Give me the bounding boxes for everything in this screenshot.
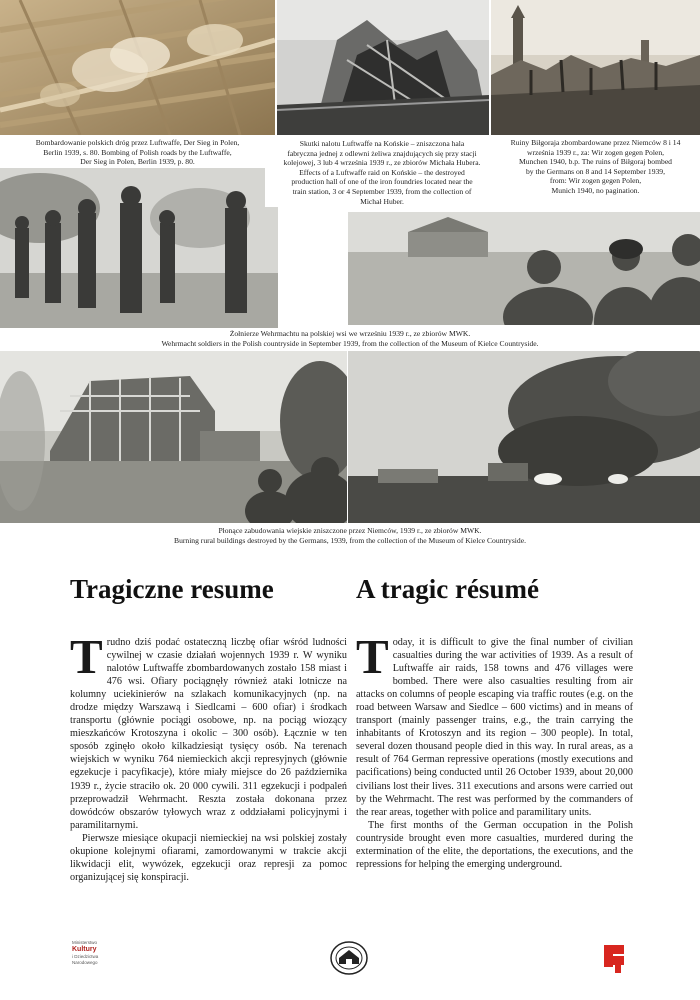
photo-soldiers-closeup — [348, 212, 700, 325]
paragraph-polish-1-text: rudno dziś podać ostateczną liczbę ofiar wśród ludności cywilnej w czasie działań wojennych 1939 r. W wyniku nalotów Luftwaffe zbombardowanych zostało 158 miast i 476 wsi. Ofiary pociągnęły również ataki lotnicze na kolumny uciekinierów na szlakach komunikacyjnych (np. na drodze między Warszawą i Siedlcami – 600 ofiar) i środkach transportu (głównie pociągi osobowe, np. na pociąg wiozący mieszkańców Krotoszyna i okolic – 300 osób). Łącznie w ten sposób zginęło około kilkadziesiąt tysięcy osób. Na terenach wiejskich w wyniku 764 niemieckich akcji represyjnych (głównie egzekucje i pacyfikacje), które miały miejsce do 26 października 1939 r., życie straciło ok. 20 000 cywili. 311 egzekucji i podpaleń przeprowadził Wehrmacht. Reszta została dokonana przez dowódców obszarów tyłowych wraz z oddziałami policyjnymi i paramilitarnymi. — [70, 637, 347, 831]
photo-burning-village — [348, 351, 700, 523]
ministry-logo — [72, 940, 116, 966]
title-english: A tragic résumé — [356, 574, 539, 604]
title-polish: Tragiczne resume — [70, 574, 274, 604]
photo-bombing-roads — [0, 0, 275, 135]
ministry-logo-line2: Kultury — [72, 946, 97, 953]
caption-bombing-roads: Bombardowanie polskich dróg przez Luftwaffe, Der Sieg in Polen, Berlin 1939, s. 80. Bombing of Polish roads by the Luftwaffe, Der Sieg in Polen, Berlin 1939, p. 80. — [35, 138, 240, 167]
photo-soldiers-marching — [0, 168, 278, 328]
caption-bilgoraj-ruins: Ruiny Biłgoraja zbombardowane przez Niemców 8 i 14 września 1939 r., za: Wir zogen gegen Polen, Munchen 1940, b.p. The ruins of Biłgoraj bombed by the Germans on 8 and 14 September 1939, from: Wir zogen gegen Polen, Munich 1940, no pagination. — [510, 138, 681, 195]
paragraph-english-2: The first months of the German occupation in the Polish countryside brought even more casualties, murdered during the extermination of the elite, the deportations, the executions, and the repressions for helping the emerging underground. — [356, 819, 633, 870]
body-english — [356, 629, 633, 871]
caption-konskie-factory: Skutki nalotu Luftwaffe na Końskie – zniszczona hala fabryczna jednej z odlewni żeliwa znajdujących się przy stacji kolejowej, 3 lub 4 września 1939 r., ze zbiorów Michała Hubera. Effects of a Luftwaffe raid on Końskie – the destroyed production hall of one of the iron foundries located near the train station, 3 or 4 September 1939, from the collection of Michał Huber. — [265, 138, 499, 207]
photo-bilgoraj-ruins — [491, 0, 700, 135]
paragraph-english-1 — [356, 629, 633, 819]
photo-burning-house — [0, 351, 347, 523]
ministry-logo-line4: Narodowego — [72, 960, 98, 965]
museum-badge-icon — [330, 941, 368, 975]
caption-soldiers: Żołnierze Wehrmachtu na polskiej wsi we wrześniu 1939 r., ze zbiorów MWK. Wehrmacht soldiers in the Polish countryside in September 1939, from the collection of the Museum of Kielce Countryside. — [161, 329, 539, 348]
photo-konskie-factory — [277, 0, 489, 135]
ministry-logo-line1: Ministerstwo — [72, 940, 98, 945]
paragraph-polish-1 — [70, 629, 347, 832]
dropcap-polish: T — [70, 629, 103, 684]
dropcap-english: T — [356, 629, 389, 684]
caption-burning: Płonące zabudowania wiejskie zniszczone przez Niemców, 1939 r., ze zbiorów MWK. Burning rural buildings destroyed by the Germans, 1939, from the collection of the Museum of Kielce Countryside. — [174, 526, 526, 545]
paragraph-english-1-text: oday, it is difficult to give the final number of civilian casualties during the war activities of 1939. As a result of Luftwaffe air raids, 158 towns and 476 villages were bombed. There were also casualties resulting from air attacks on columns of people escaping via traffic routes (e.g. on the road between Warsaw and Siedlce – 600 victims) and in means of transport (mainly passenger trains, e.g., the train carrying the inhabitants of Krotoszyn and its region – 300 people). In total, several dozen thousand people died in this way. In rural areas, as a result of 764 German repressive operations (mostly executions and pacifications) being conducted until 26 October 1939, about 20,000 civilians lost their lives. 311 executions and arsons were carried out by the Wehrmacht. The rest was performed by the commanders of the rear areas, together with police and paramilitary units. — [356, 637, 633, 818]
paragraph-polish-2: Pierwsze miesiące okupacji niemieckiej na wsi polskiej zostały okupione kolejnymi ofiarami, zamordowanymi w trakcie akcji likwidacji elit, wywózek, egzekucji oraz represji za pomoc organizującej się konspiracji. — [70, 832, 347, 883]
body-polish — [70, 629, 347, 884]
ministry-logo-line3: i Dziedzictwa — [72, 954, 99, 959]
museum-red-logo-icon — [602, 943, 626, 975]
